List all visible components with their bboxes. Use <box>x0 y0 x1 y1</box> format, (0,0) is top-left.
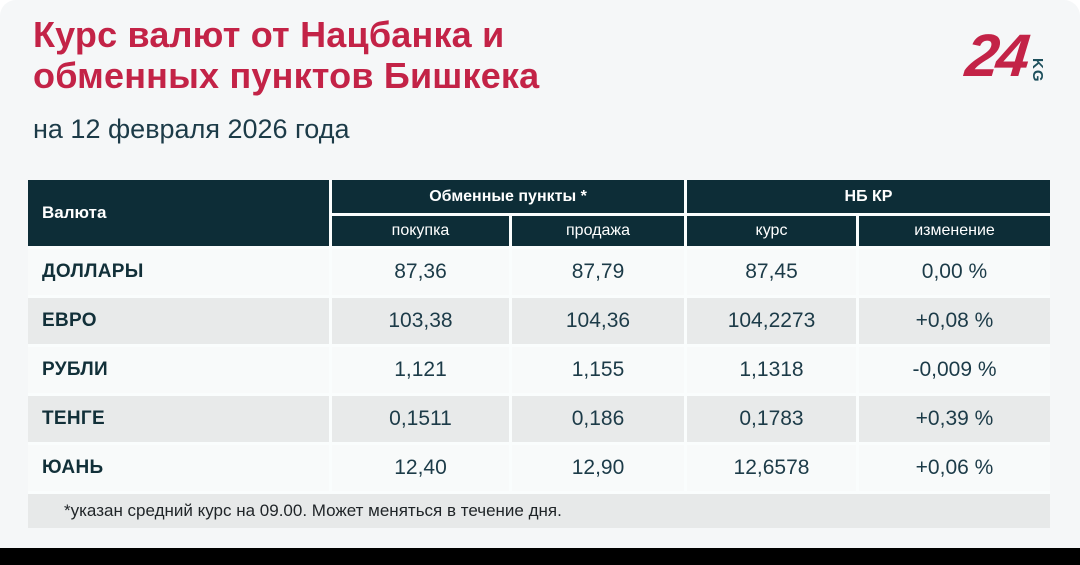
table-body <box>28 249 1050 491</box>
table-row-yuan <box>28 445 1050 491</box>
header-rate: курс <box>687 216 856 246</box>
change-value: -0,009 % <box>859 347 1050 393</box>
buy-value: 0,1511 <box>332 396 509 442</box>
currency-name: ТЕНГЕ <box>28 396 329 442</box>
sell-value: 104,36 <box>512 298 684 344</box>
rates-table <box>28 180 1050 528</box>
change-value: +0,06 % <box>859 445 1050 491</box>
currency-name: ЮАНЬ <box>28 445 329 491</box>
table-row-rubles <box>28 347 1050 393</box>
change-value: +0,39 % <box>859 396 1050 442</box>
change-value: 0,00 % <box>859 249 1050 295</box>
footnote: *указан средний курс на 09.00. Может меняться в течение дня. <box>28 494 1050 528</box>
sell-value: 0,186 <box>512 396 684 442</box>
logo-24kg <box>962 20 1046 89</box>
page-title-line1: Курс валют от Нацбанка и <box>33 14 505 55</box>
sell-value: 87,79 <box>512 249 684 295</box>
currency-name: ДОЛЛАРЫ <box>28 249 329 295</box>
header-group-exchange-points: Обменные пункты * <box>332 180 684 213</box>
rate-value: 12,6578 <box>687 445 856 491</box>
currency-name: РУБЛИ <box>28 347 329 393</box>
sell-value: 12,90 <box>512 445 684 491</box>
table-header <box>28 180 1050 246</box>
rate-value: 1,1318 <box>687 347 856 393</box>
buy-value: 12,40 <box>332 445 509 491</box>
buy-value: 1,121 <box>332 347 509 393</box>
date-subtitle: на 12 февраля 2026 года <box>33 114 350 144</box>
rate-value: 87,45 <box>687 249 856 295</box>
page-title-line2: обменных пунктов Бишкека <box>33 55 540 96</box>
header-sell: продажа <box>512 216 684 246</box>
logo-kg-label: KG <box>1029 57 1046 82</box>
sell-value: 1,155 <box>512 347 684 393</box>
table-row-dollars <box>28 249 1050 295</box>
header-currency: Валюта <box>28 180 329 246</box>
logo-24-icon: 24 <box>962 22 1031 89</box>
bottom-bar <box>0 548 1080 565</box>
buy-value: 103,38 <box>332 298 509 344</box>
table-row-tenge <box>28 396 1050 442</box>
rate-value: 0,1783 <box>687 396 856 442</box>
buy-value: 87,36 <box>332 249 509 295</box>
change-value: +0,08 % <box>859 298 1050 344</box>
table-row-euro <box>28 298 1050 344</box>
header-change: изменение <box>859 216 1050 246</box>
header-group-nbkr: НБ КР <box>687 180 1050 213</box>
currency-name: ЕВРО <box>28 298 329 344</box>
header-buy: покупка <box>332 216 509 246</box>
rate-value: 104,2273 <box>687 298 856 344</box>
page-title <box>33 14 539 96</box>
